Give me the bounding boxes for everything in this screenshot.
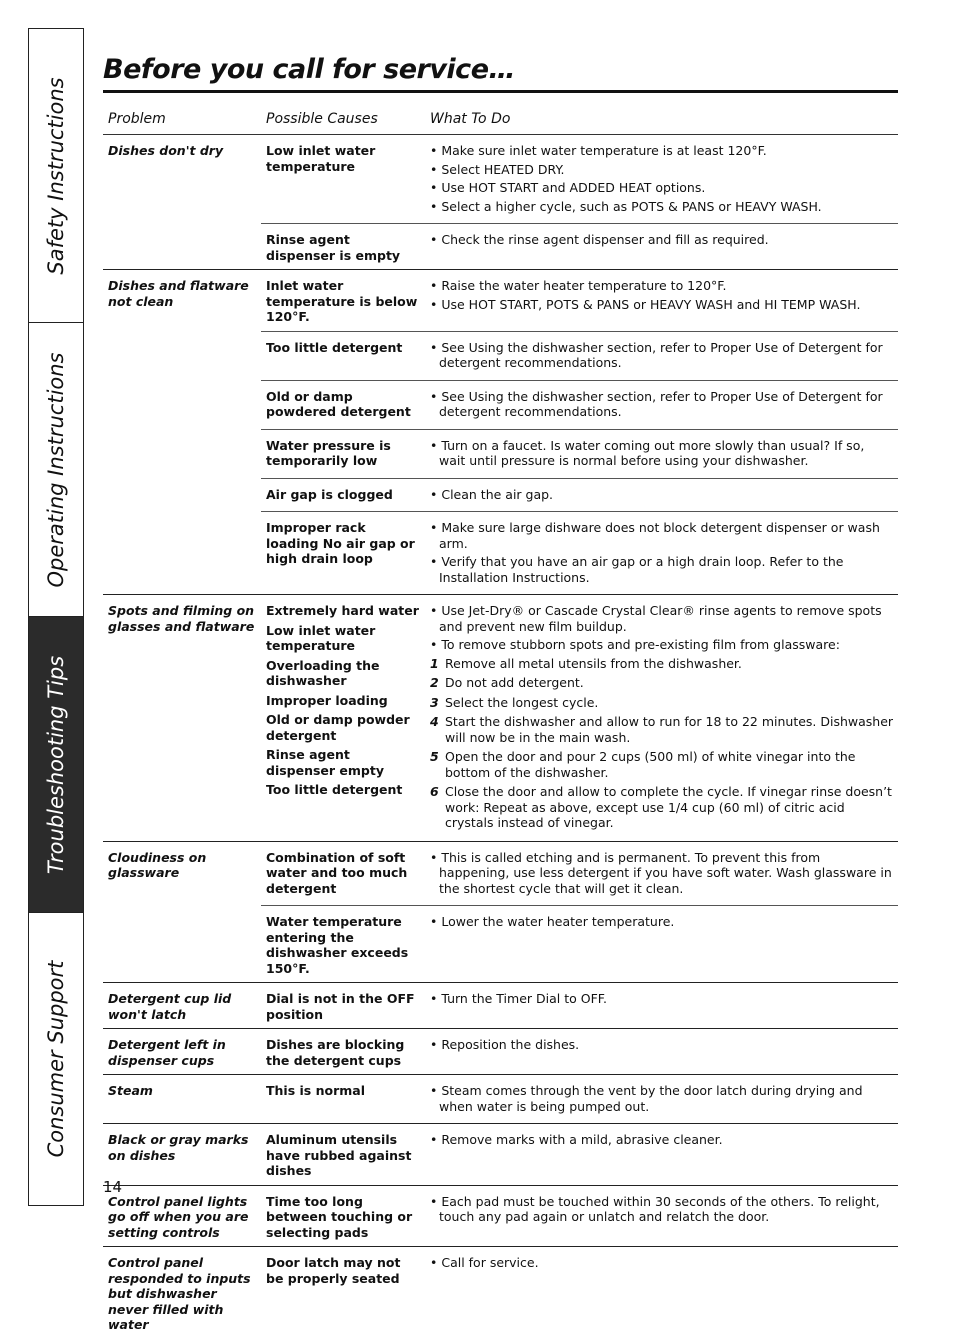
action-item: • Each pad must be touched within 30 seconds of the others. To relight, touch any pad again or unlatch and relatch the door.	[430, 1193, 880, 1224]
header-problem: Problem	[103, 104, 261, 135]
action-item: • Verify that you have an air gap or a high drain loop. Refer to the Installation Instructions.	[430, 554, 844, 585]
action-item: • Use HOT START, POTS & PANS or HEAVY WASH and HI TEMP WASH.	[430, 296, 861, 312]
what-to-do-cell	[425, 1029, 898, 1075]
what-to-do-cell	[425, 1124, 898, 1186]
tab-troubleshooting-tips[interactable]	[29, 617, 83, 913]
cause-cell	[261, 595, 425, 842]
action-item: • Steam comes through the vent by the door latch during drying and when water is being pumped out.	[430, 1083, 863, 1114]
problem-cell: Black or gray marks on dishes	[103, 1124, 261, 1186]
table-row	[103, 1185, 898, 1247]
cause-item: Old or damp powder detergent	[266, 712, 410, 743]
what-to-do-cell	[425, 478, 898, 512]
action-item: • Lower the water heater temperature.	[430, 914, 675, 929]
cause-cell: Air gap is clogged	[261, 478, 425, 512]
cause-item: Extremely hard water	[266, 603, 419, 618]
problem-cell: Dishes and flatware not clean	[103, 270, 261, 595]
action-item: • Check the rinse agent dispenser and fill as required.	[430, 232, 769, 247]
what-to-do-cell	[425, 983, 898, 1029]
cause-cell: Water temperature entering the dishwasher exceeds 150°F.	[261, 906, 425, 983]
tab-label: Consumer Support	[44, 960, 68, 1157]
action-item: • Turn the Timer Dial to OFF.	[430, 991, 607, 1006]
what-to-do-cell	[425, 1247, 898, 1339]
action-item: • Remove marks with a mild, abrasive cleaner.	[430, 1132, 723, 1147]
action-item: • Select HEATED DRY.	[430, 161, 565, 177]
step-number: 1	[430, 655, 439, 671]
tab-label: Operating Instructions	[44, 352, 68, 587]
tab-label: Troubleshooting Tips	[44, 655, 68, 874]
action-item: • This is called etching and is permanent. To prevent this from happening, use less detergent if you have soft water. Wash glassware in the shortest cycle that will get it clean.	[430, 849, 892, 896]
cause-cell: This is normal	[261, 1075, 425, 1124]
table-row	[103, 841, 898, 906]
action-item: • Reposition the dishes.	[430, 1037, 580, 1052]
what-to-do-cell	[425, 135, 898, 224]
tab-consumer-support[interactable]	[29, 913, 83, 1204]
what-to-do-cell	[425, 224, 898, 270]
table-row	[103, 270, 898, 332]
step-number: 3	[430, 694, 439, 710]
what-to-do-cell	[425, 1185, 898, 1247]
step-item	[430, 749, 894, 780]
cause-item: Low inlet water temperature	[266, 622, 376, 653]
action-item: • Select a higher cycle, such as POTS & PANS or HEAVY WASH.	[430, 198, 822, 214]
tab-safety-instructions[interactable]	[29, 29, 83, 323]
step-text: Open the door and pour 2 cups (500 ml) of white vinegar into the bottom of the dishwasher.	[445, 749, 856, 780]
step-text: Close the door and allow to complete the cycle. If vinegar rinse doesn’t work: Repeat as above, except use 1/4 cup (60 ml) of citric acid crystals instead of vinegar.	[445, 784, 892, 830]
troubleshooting-table	[103, 104, 898, 1339]
what-to-do-cell	[425, 270, 898, 332]
action-item: • Use Jet-Dry® or Cascade Crystal Clear® rinse agents to remove spots and prevent new film buildup.	[430, 603, 882, 634]
table-row	[103, 1075, 898, 1124]
table-header-row	[103, 104, 898, 135]
header-what-to-do: What To Do	[425, 104, 898, 135]
problem-cell: Spots and filming on glasses and flatware	[103, 595, 261, 842]
problem-cell: Control panel lights go off when you are setting controls	[103, 1185, 261, 1247]
section-tabs	[28, 28, 84, 1206]
step-item	[430, 656, 894, 672]
cause-item: Overloading the dishwasher	[266, 657, 380, 688]
action-item: • See Using the dishwasher section, refer to Proper Use of Detergent for detergent recommendations.	[430, 388, 883, 419]
tab-label: Safety Instructions	[44, 76, 68, 275]
what-to-do-cell	[425, 380, 898, 429]
step-text: Remove all metal utensils from the dishwasher.	[445, 655, 742, 671]
step-item	[430, 675, 894, 691]
problem-cell: Cloudiness on glassware	[103, 841, 261, 983]
page-title: Before you call for service…	[103, 54, 516, 85]
action-item: • Clean the air gap.	[430, 486, 554, 502]
cause-cell: Inlet water temperature is below 120°F.	[261, 270, 425, 332]
what-to-do-cell	[425, 841, 898, 906]
table-row	[103, 1124, 898, 1186]
what-to-do-cell	[425, 429, 898, 478]
table-row	[103, 595, 898, 842]
cause-cell: Dial is not in the OFF position	[261, 983, 425, 1029]
title-rule	[103, 90, 898, 93]
cause-item: Too little detergent	[266, 782, 403, 797]
cause-cell: Too little detergent	[261, 331, 425, 380]
problem-cell: Control panel responded to inputs but dishwasher never filled with water	[103, 1247, 261, 1339]
what-to-do-cell	[425, 595, 898, 842]
step-number: 5	[430, 749, 439, 764]
step-number: 4	[430, 714, 439, 729]
cause-cell: Aluminum utensils have rubbed against dishes	[261, 1124, 425, 1186]
action-item: • Make sure large dishware does not block detergent dispenser or wash arm.	[430, 520, 880, 551]
action-item: • Raise the water heater temperature to 120°F.	[430, 278, 727, 293]
step-text: Select the longest cycle.	[445, 694, 599, 710]
problem-cell: Steam	[103, 1075, 261, 1124]
what-to-do-cell	[425, 331, 898, 380]
problem-cell: Detergent left in dispenser cups	[103, 1029, 261, 1075]
cause-cell: Improper rack loading No air gap or high drain loop	[261, 512, 425, 595]
what-to-do-cell	[425, 906, 898, 983]
cause-item: Improper loading	[266, 692, 388, 708]
cause-item: Rinse agent dispenser empty	[266, 747, 385, 778]
step-item	[430, 714, 894, 745]
problem-cell: Detergent cup lid won't latch	[103, 983, 261, 1029]
action-item: • Use HOT START and ADDED HEAT options.	[430, 180, 706, 195]
step-number: 2	[430, 675, 439, 690]
what-to-do-cell	[425, 1075, 898, 1124]
step-text: Start the dishwasher and allow to run for 18 to 22 minutes. Dishwasher will now be in the main wash.	[445, 714, 894, 745]
table-row	[103, 1247, 898, 1339]
table-row	[103, 1029, 898, 1075]
action-item: • Turn on a faucet. Is water coming out more slowly than usual? If so, wait until pressure is normal before using your dishwasher.	[430, 437, 865, 468]
step-item	[430, 695, 894, 711]
action-item: • See Using the dishwasher section, refer to Proper Use of Detergent for detergent recommendations.	[430, 339, 883, 370]
cause-cell: Old or damp powdered detergent	[261, 380, 425, 429]
cause-cell: Time too long between touching or selecting pads	[261, 1185, 425, 1247]
tab-operating-instructions[interactable]	[29, 323, 83, 617]
cause-cell: Rinse agent dispenser is empty	[261, 224, 425, 270]
action-item: • Call for service.	[430, 1255, 539, 1270]
cause-cell: Combination of soft water and too much detergent	[261, 841, 425, 906]
step-text: Do not add detergent.	[445, 675, 584, 690]
page-number: 14	[103, 1178, 123, 1196]
step-number: 6	[430, 784, 439, 799]
problem-cell: Dishes don't dry	[108, 143, 224, 158]
what-to-do-cell	[425, 512, 898, 595]
cause-cell: Dishes are blocking the detergent cups	[261, 1029, 425, 1075]
table-row	[103, 135, 898, 224]
action-item: • Make sure inlet water temperature is at least 120°F.	[430, 143, 767, 158]
cause-cell: Low inlet water temperature	[266, 143, 376, 174]
table-row	[103, 983, 898, 1029]
header-possible-causes: Possible Causes	[261, 104, 425, 135]
cause-cell: Door latch may not be properly seated	[261, 1247, 425, 1339]
action-item: • To remove stubborn spots and pre-existing film from glassware:	[430, 637, 840, 652]
step-item	[430, 784, 894, 831]
cause-cell: Water pressure is temporarily low	[261, 429, 425, 478]
